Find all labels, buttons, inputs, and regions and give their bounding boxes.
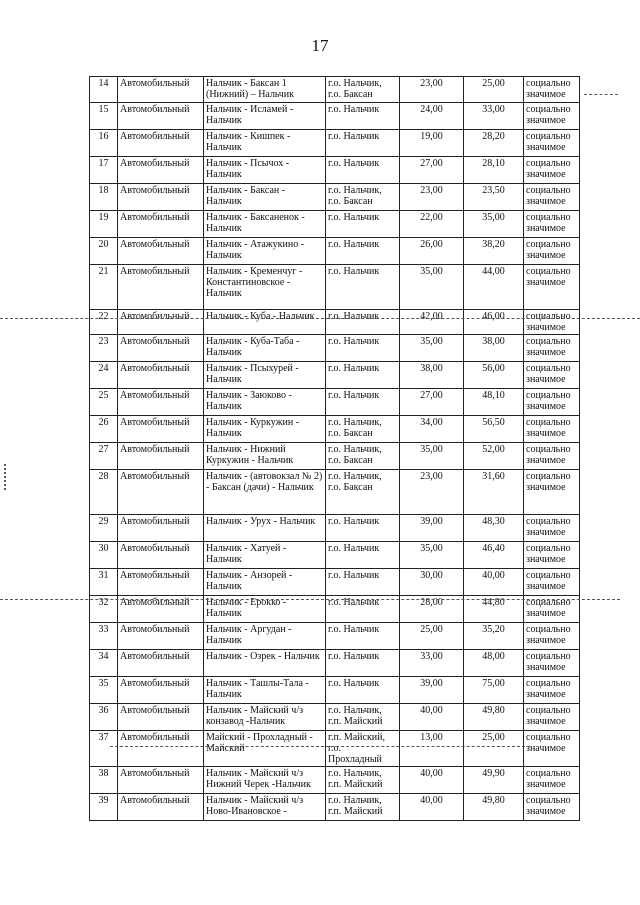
municipality: г.о. Нальчик [326, 623, 400, 650]
route-name: Нальчик - Нижний Куркужин - Нальчик [204, 443, 326, 470]
value-1: 35,00 [400, 542, 464, 569]
municipality: г.о. Нальчик, г.п. Майский [326, 767, 400, 794]
scan-line [584, 94, 618, 95]
value-2: 49,90 [464, 767, 524, 794]
route-name: Нальчик - Кременчуг - Константиновское - Нальчик [204, 265, 326, 310]
route-status: социально значимое [524, 157, 580, 184]
municipality: г.о. Нальчик [326, 130, 400, 157]
value-1: 30,00 [400, 569, 464, 596]
value-1: 23,00 [400, 470, 464, 515]
row-number: 38 [90, 767, 118, 794]
transport-type: Автомобильный [118, 184, 204, 211]
row-number: 32 [90, 596, 118, 623]
row-number: 33 [90, 623, 118, 650]
municipality: г.о. Нальчик, г.п. Майский [326, 794, 400, 821]
route-name: Нальчик - Анзорей - Нальчик [204, 569, 326, 596]
municipality: г.о. Нальчик [326, 211, 400, 238]
transport-type: Автомобильный [118, 416, 204, 443]
table-row [90, 704, 580, 731]
value-1: 24,00 [400, 103, 464, 130]
row-number: 39 [90, 794, 118, 821]
value-2: 35,00 [464, 211, 524, 238]
table-row [90, 389, 580, 416]
transport-type: Автомобильный [118, 596, 204, 623]
value-2: 56,50 [464, 416, 524, 443]
route-name: Нальчик - Ерокко - Нальчик [204, 596, 326, 623]
table-row [90, 103, 580, 130]
value-2: 44,00 [464, 265, 524, 310]
transport-type: Автомобильный [118, 731, 204, 767]
route-name: Нальчик - Куба-Таба - Нальчик [204, 335, 326, 362]
transport-type: Автомобильный [118, 211, 204, 238]
table-row [90, 184, 580, 211]
table-row [90, 157, 580, 184]
route-status: социально значимое [524, 704, 580, 731]
route-status: социально значимое [524, 515, 580, 542]
table-row [90, 731, 580, 767]
value-2: 40,00 [464, 569, 524, 596]
value-2: 46,40 [464, 542, 524, 569]
value-1: 22,00 [400, 211, 464, 238]
route-name: Нальчик - Урух - Нальчик [204, 515, 326, 542]
value-2: 28,20 [464, 130, 524, 157]
municipality: г.о. Нальчик [326, 389, 400, 416]
route-name: Нальчик - Ташлы-Тала - Нальчик [204, 677, 326, 704]
row-number: 25 [90, 389, 118, 416]
value-1: 27,00 [400, 157, 464, 184]
municipality: г.о. Нальчик [326, 157, 400, 184]
row-number: 20 [90, 238, 118, 265]
route-name: Нальчик - Исламей - Нальчик [204, 103, 326, 130]
transport-type: Автомобильный [118, 542, 204, 569]
route-status: социально значимое [524, 443, 580, 470]
transport-type: Автомобильный [118, 794, 204, 821]
table-row [90, 623, 580, 650]
scan-edge-mark [4, 464, 6, 490]
route-status: социально значимое [524, 335, 580, 362]
transport-type: Автомобильный [118, 238, 204, 265]
transport-type: Автомобильный [118, 130, 204, 157]
table-row [90, 767, 580, 794]
route-status: социально значимое [524, 362, 580, 389]
municipality: г.о. Нальчик, г.о. Баксан [326, 416, 400, 443]
route-status: социально значимое [524, 77, 580, 103]
row-number: 34 [90, 650, 118, 677]
value-2: 49,80 [464, 794, 524, 821]
value-1: 39,00 [400, 677, 464, 704]
value-1: 28,00 [400, 596, 464, 623]
row-number: 19 [90, 211, 118, 238]
route-name: Нальчик - Заюково - Нальчик [204, 389, 326, 416]
scan-line [0, 318, 640, 319]
route-status: социально значимое [524, 211, 580, 238]
route-name: Нальчик - Майский ч/з Ново-Ивановское - [204, 794, 326, 821]
table-row [90, 310, 580, 335]
table-row [90, 569, 580, 596]
municipality: г.о. Нальчик [326, 677, 400, 704]
value-1: 39,00 [400, 515, 464, 542]
row-number: 28 [90, 470, 118, 515]
row-number: 30 [90, 542, 118, 569]
row-number: 23 [90, 335, 118, 362]
value-1: 23,00 [400, 184, 464, 211]
row-number: 26 [90, 416, 118, 443]
row-number: 16 [90, 130, 118, 157]
route-name: Нальчик - Аргудан - Нальчик [204, 623, 326, 650]
value-1: 35,00 [400, 265, 464, 310]
row-number: 15 [90, 103, 118, 130]
table-row [90, 211, 580, 238]
row-number: 35 [90, 677, 118, 704]
route-status: социально значимое [524, 470, 580, 515]
value-1: 40,00 [400, 767, 464, 794]
value-2: 49,80 [464, 704, 524, 731]
table-row [90, 238, 580, 265]
routes-table-body [90, 77, 580, 821]
municipality: г.о. Нальчик, г.п. Майский [326, 704, 400, 731]
value-2: 25,00 [464, 77, 524, 103]
table-row [90, 677, 580, 704]
value-2: 75,00 [464, 677, 524, 704]
transport-type: Автомобильный [118, 470, 204, 515]
municipality: г.о. Нальчик [326, 596, 400, 623]
municipality: г.о. Нальчик [326, 515, 400, 542]
value-1: 23,00 [400, 77, 464, 103]
transport-type: Автомобильный [118, 362, 204, 389]
transport-type: Автомобильный [118, 767, 204, 794]
row-number: 29 [90, 515, 118, 542]
route-name: Нальчик - (автовокзал № 2) - Баксан (дачи) - Нальчик [204, 470, 326, 515]
routes-table [89, 76, 580, 821]
route-status: социально значимое [524, 623, 580, 650]
transport-type: Автомобильный [118, 677, 204, 704]
value-2: 48,00 [464, 650, 524, 677]
route-name: Нальчик - Баксан 1 (Нижний) – Нальчик [204, 77, 326, 103]
route-name: Нальчик - Кишпек - Нальчик [204, 130, 326, 157]
value-2: 38,00 [464, 335, 524, 362]
row-number: 14 [90, 77, 118, 103]
row-number: 37 [90, 731, 118, 767]
value-2: 44,80 [464, 596, 524, 623]
transport-type: Автомобильный [118, 704, 204, 731]
value-1: 25,00 [400, 623, 464, 650]
table-row [90, 362, 580, 389]
municipality: г.о. Нальчик [326, 103, 400, 130]
transport-type: Автомобильный [118, 310, 204, 335]
route-name: Нальчик - Баксан - Нальчик [204, 184, 326, 211]
row-number: 36 [90, 704, 118, 731]
value-2: 52,00 [464, 443, 524, 470]
value-2: 48,30 [464, 515, 524, 542]
transport-type: Автомобильный [118, 650, 204, 677]
route-name: Майский - Прохладный - Майский [204, 731, 326, 767]
route-status: социально значимое [524, 238, 580, 265]
value-1: 26,00 [400, 238, 464, 265]
value-2: 33,00 [464, 103, 524, 130]
municipality: г.о. Нальчик [326, 650, 400, 677]
scan-line [110, 746, 530, 747]
route-status: социально значимое [524, 767, 580, 794]
transport-type: Автомобильный [118, 265, 204, 310]
transport-type: Автомобильный [118, 157, 204, 184]
transport-type: Автомобильный [118, 623, 204, 650]
value-1: 33,00 [400, 650, 464, 677]
municipality: г.о. Нальчик [326, 265, 400, 310]
municipality: г.о. Нальчик, г.о. Баксан [326, 184, 400, 211]
row-number: 21 [90, 265, 118, 310]
table-row [90, 335, 580, 362]
row-number: 31 [90, 569, 118, 596]
transport-type: Автомобильный [118, 569, 204, 596]
route-status: социально значимое [524, 416, 580, 443]
table-row [90, 265, 580, 310]
route-status: социально значимое [524, 130, 580, 157]
municipality: г.о. Нальчик [326, 238, 400, 265]
municipality: г.о. Нальчик, г.о. Баксан [326, 77, 400, 103]
value-1: 35,00 [400, 443, 464, 470]
route-status: социально значимое [524, 310, 580, 335]
value-1: 19,00 [400, 130, 464, 157]
route-name: Нальчик - Куба - Нальчик [204, 310, 326, 335]
route-name: Нальчик - Озрек - Нальчик [204, 650, 326, 677]
row-number: 27 [90, 443, 118, 470]
value-2: 31,60 [464, 470, 524, 515]
value-2: 48,10 [464, 389, 524, 416]
municipality: г.п. Майский, г.о. Прохладный [326, 731, 400, 767]
table-row [90, 650, 580, 677]
municipality: г.о. Нальчик, г.о. Баксан [326, 443, 400, 470]
row-number: 24 [90, 362, 118, 389]
route-name: Нальчик - Майский ч/з конзавод -Нальчик [204, 704, 326, 731]
transport-type: Автомобильный [118, 77, 204, 103]
value-1: 40,00 [400, 794, 464, 821]
municipality: г.о. Нальчик [326, 335, 400, 362]
transport-type: Автомобильный [118, 515, 204, 542]
value-1: 42,00 [400, 310, 464, 335]
value-2: 25,00 [464, 731, 524, 767]
value-2: 38,20 [464, 238, 524, 265]
table-row [90, 77, 580, 103]
route-name: Нальчик - Баксаненок - Нальчик [204, 211, 326, 238]
municipality: г.о. Нальчик, г.о. Баксан [326, 470, 400, 515]
route-name: Нальчик - Хатуей - Нальчик [204, 542, 326, 569]
table-row [90, 416, 580, 443]
route-status: социально значимое [524, 794, 580, 821]
municipality: г.о. Нальчик [326, 569, 400, 596]
value-1: 35,00 [400, 335, 464, 362]
route-status: социально значимое [524, 265, 580, 310]
value-2: 28,10 [464, 157, 524, 184]
value-1: 38,00 [400, 362, 464, 389]
value-2: 46,00 [464, 310, 524, 335]
route-name: Нальчик - Псыхурей - Нальчик [204, 362, 326, 389]
route-status: социально значимое [524, 731, 580, 767]
page-number: 17 [311, 36, 329, 55]
transport-type: Автомобильный [118, 389, 204, 416]
value-1: 13,00 [400, 731, 464, 767]
value-2: 23,50 [464, 184, 524, 211]
route-status: социально значимое [524, 650, 580, 677]
transport-type: Автомобильный [118, 335, 204, 362]
route-status: социально значимое [524, 677, 580, 704]
table-row [90, 542, 580, 569]
municipality: г.о. Нальчик [326, 542, 400, 569]
route-name: Нальчик - Майский ч/з Нижний Черек -Нальчик [204, 767, 326, 794]
value-2: 35,20 [464, 623, 524, 650]
route-status: социально значимое [524, 389, 580, 416]
route-status: социально значимое [524, 542, 580, 569]
row-number: 22 [90, 310, 118, 335]
table-row [90, 515, 580, 542]
route-status: социально значимое [524, 569, 580, 596]
municipality: г.о. Нальчик [326, 362, 400, 389]
municipality: г.о. Нальчик [326, 310, 400, 335]
transport-type: Автомобильный [118, 103, 204, 130]
table-row [90, 794, 580, 821]
table-row [90, 443, 580, 470]
route-status: социально значимое [524, 184, 580, 211]
table-row [90, 470, 580, 515]
value-2: 56,00 [464, 362, 524, 389]
row-number: 18 [90, 184, 118, 211]
value-1: 40,00 [400, 704, 464, 731]
transport-type: Автомобильный [118, 443, 204, 470]
value-1: 34,00 [400, 416, 464, 443]
value-1: 27,00 [400, 389, 464, 416]
table-row [90, 130, 580, 157]
route-status: социально значимое [524, 596, 580, 623]
scan-line [0, 599, 620, 600]
row-number: 17 [90, 157, 118, 184]
route-name: Нальчик - Куркужин - Нальчик [204, 416, 326, 443]
route-status: социально значимое [524, 103, 580, 130]
route-name: Нальчик - Псычох - Нальчик [204, 157, 326, 184]
route-name: Нальчик - Атажукино - Нальчик [204, 238, 326, 265]
